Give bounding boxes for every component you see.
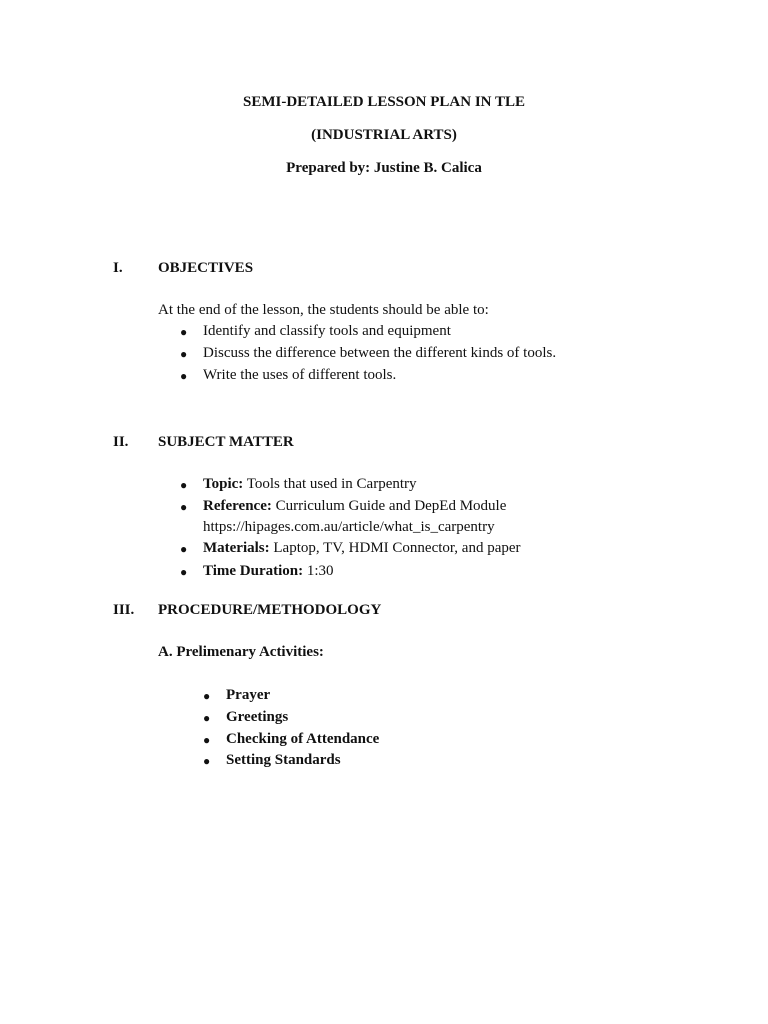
duration-line [203, 563, 334, 580]
activity-item: Checking of Attendance [226, 731, 380, 747]
section-1-number: I. [113, 260, 123, 276]
materials-label: Materials: [203, 540, 270, 556]
objective-item: Write the uses of different tools. [203, 367, 397, 383]
objective-item: Identify and classify tools and equipment [203, 323, 451, 339]
topic-value: Tools that used in Carpentry [243, 476, 417, 492]
activity-item: Greetings [226, 709, 289, 725]
objectives-intro: At the end of the lesson, the students should be able to: [158, 302, 489, 318]
prepared-by: Prepared by: Justine B. Calica [286, 160, 482, 176]
objective-item: Discuss the difference between the different kinds of tools. [203, 345, 557, 361]
section-2-number: II. [113, 434, 129, 450]
bullet-icon: ● [180, 565, 188, 579]
section-1-title: OBJECTIVES [158, 260, 254, 276]
section-2-title: SUBJECT MATTER [158, 434, 294, 450]
bullet-icon: ● [203, 689, 211, 703]
reference-label: Reference: [203, 498, 272, 514]
bullet-icon: ● [203, 711, 211, 725]
duration-label: Time Duration: [203, 563, 304, 579]
activity-item: Prayer [226, 687, 271, 703]
bullet-icon: ● [203, 733, 211, 747]
preliminary-activities-heading: A. Prelimenary Activities: [158, 644, 324, 660]
duration-value: 1:30 [303, 563, 334, 579]
bullet-icon: ● [203, 754, 211, 768]
bullet-icon: ● [180, 478, 188, 492]
reference-url: https://hipages.com.au/article/what_is_carpentry [203, 519, 495, 535]
materials-line [203, 540, 521, 557]
section-3-title: PROCEDURE/METHODOLOGY [158, 602, 382, 618]
bullet-icon: ● [180, 325, 188, 339]
topic-line [203, 476, 417, 493]
topic-label: Topic: [203, 476, 244, 492]
reference-line [203, 498, 506, 515]
bullet-icon: ● [180, 369, 188, 383]
document-title: SEMI-DETAILED LESSON PLAN IN TLE [242, 94, 526, 110]
activity-item: Setting Standards [226, 752, 341, 768]
section-3-number: III. [113, 602, 135, 618]
bullet-icon: ● [180, 500, 188, 514]
materials-value: Laptop, TV, HDMI Connector, and paper [269, 540, 521, 556]
bullet-icon: ● [180, 542, 188, 556]
document-subtitle: (INDUSTRIAL ARTS) [311, 127, 457, 143]
bullet-icon: ● [180, 347, 188, 361]
reference-value: Curriculum Guide and DepEd Module [271, 498, 507, 514]
